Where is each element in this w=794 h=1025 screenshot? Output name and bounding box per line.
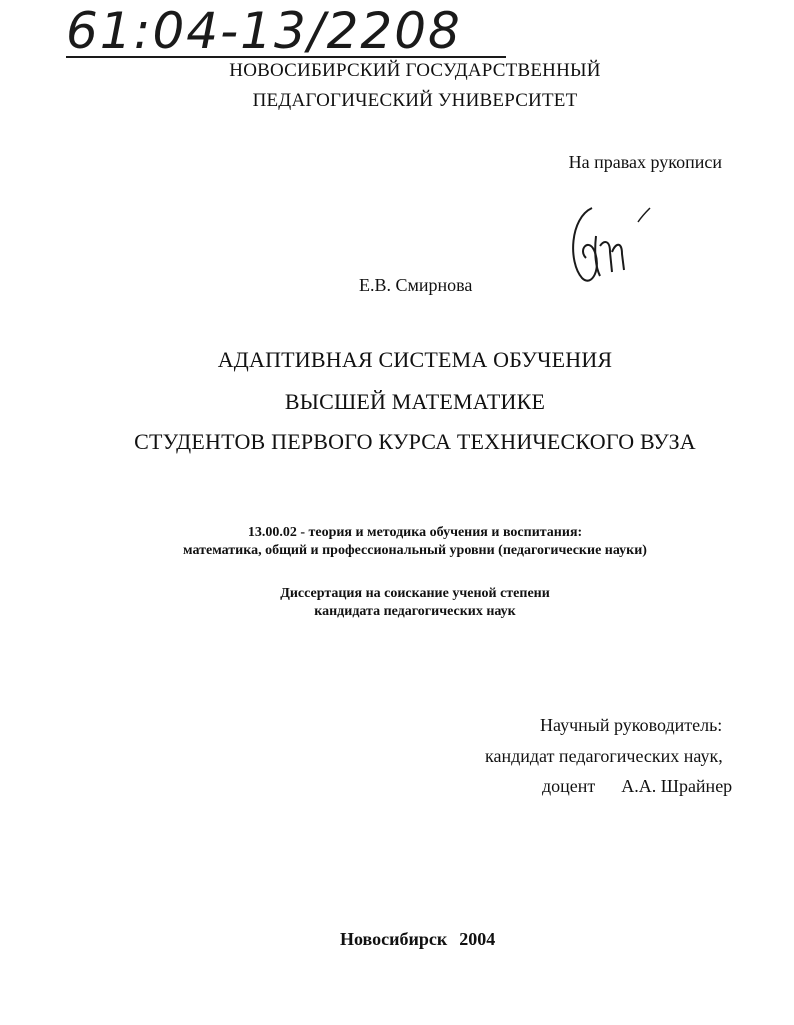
advisor-name: А.А. Шрайнер — [621, 776, 733, 796]
author-name: Е.В. Смирнова — [359, 275, 473, 295]
advisor-label: Научный руководитель: — [540, 715, 723, 735]
city-and-year — [340, 929, 495, 950]
university-name-line-1: НОВОСИБИРСКИЙ ГОСУДАРСТВЕННЫЙ — [229, 60, 601, 81]
city: Новосибирск — [340, 929, 448, 949]
thesis-title-line-2: ВЫСШЕЙ МАТЕМАТИКЕ — [284, 389, 546, 414]
thesis-title-line-1: АДАПТИВНАЯ СИСТЕМА ОБУЧЕНИЯ — [217, 347, 613, 372]
advisor-rank: доцент — [542, 776, 596, 796]
advisor-rank-and-name — [542, 776, 732, 797]
dissertation-degree-line-2: кандидата педагогических наук — [314, 604, 516, 619]
manuscript-rights-note: На правах рукописи — [568, 152, 722, 172]
specialty-code-line-2: математика, общий и профессиональный уровни (педагогические науки) — [183, 543, 647, 558]
handwritten-signature — [566, 196, 676, 290]
year: 2004 — [459, 929, 496, 949]
handwritten-archive-number-text: 61:04-13/2208 — [66, 2, 462, 60]
university-name-line-2: ПЕДАГОГИЧЕСКИЙ УНИВЕРСИТЕТ — [252, 90, 578, 111]
dissertation-degree-line-1: Диссертация на соискание ученой степени — [280, 586, 550, 601]
specialty-code-line-1: 13.00.02 - теория и методика обучения и воспитания: — [247, 525, 583, 540]
thesis-title-line-3: СТУДЕНТОВ ПЕРВОГО КУРСА ТЕХНИЧЕСКОГО ВУЗА — [134, 429, 696, 454]
advisor-degree: кандидат педагогических наук, — [485, 746, 723, 766]
handwritten-archive-number — [66, 0, 516, 60]
